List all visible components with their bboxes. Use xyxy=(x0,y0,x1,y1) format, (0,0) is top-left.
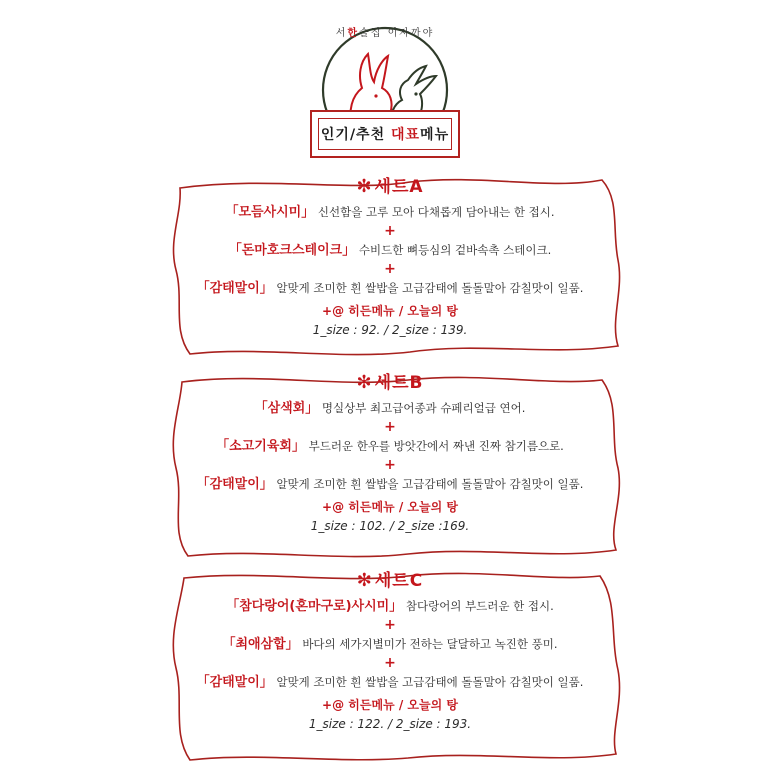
dish-name: 「삼색회」 xyxy=(254,400,319,416)
title-box xyxy=(310,110,460,158)
brand-pre: 서 xyxy=(335,28,348,39)
set-name: 세트C xyxy=(374,571,424,591)
dish-line xyxy=(226,598,554,615)
dish-name: 「감태말이」 xyxy=(196,674,273,690)
plus-sign: + xyxy=(384,456,396,473)
size-price-line: 1_size : 102. / 2_size :169. xyxy=(310,519,470,533)
set-name: 세트B xyxy=(374,373,424,393)
dish-name: 「최애삼합」 xyxy=(222,636,299,652)
hidden-menu-line: +@ 히든메뉴 / 오늘의 탕 xyxy=(322,500,458,514)
dish-name: 「감태말이」 xyxy=(196,280,273,296)
plus-sign: + xyxy=(384,616,396,633)
set-name: 세트A xyxy=(374,177,424,197)
dish-desc: 바다의 세가지별미가 전하는 달달하고 녹진한 풍미. xyxy=(302,636,558,651)
title-accent: 대표 xyxy=(390,127,421,143)
dish-line xyxy=(197,674,584,691)
dish-name: 「참다랑어(혼마구로)사시미」 xyxy=(226,598,403,614)
set-title xyxy=(150,370,630,396)
star-icon: ✻ xyxy=(356,570,373,591)
dish-desc: 수비드한 뼈등심의 겉바속촉 스테이크. xyxy=(358,242,552,257)
size-price-line: 1_size : 122. / 2_size : 193. xyxy=(308,717,472,731)
dish-name: 「감태말이」 xyxy=(196,476,273,492)
star-icon: ✻ xyxy=(356,176,373,197)
set-title xyxy=(150,174,630,200)
dish-desc: 알맞게 조미한 흰 쌀밥을 고급감태에 돌돌말아 감칠맛이 일품. xyxy=(276,280,584,295)
star-icon: ✻ xyxy=(356,372,373,393)
size-price-line: 1_size : 92. / 2_size : 139. xyxy=(312,323,468,337)
hidden-menu-line: +@ 히든메뉴 / 오늘의 탕 xyxy=(322,304,458,318)
dish-desc: 알맞게 조미한 흰 쌀밥을 고급감태에 돌돌말아 감칠맛이 일품. xyxy=(276,674,584,689)
dish-line xyxy=(222,636,557,653)
dish-name: 「돈마호크스테이크」 xyxy=(228,242,356,258)
dish-desc: 참다랑어의 부드러운 한 접시. xyxy=(405,598,554,613)
set-card-a xyxy=(150,170,630,360)
dish-name: 「모듬사시미」 xyxy=(225,204,315,220)
dish-line xyxy=(255,400,526,417)
dish-line xyxy=(197,280,584,297)
dish-desc: 부드러운 한우를 방앗간에서 짜낸 진짜 참기름으로. xyxy=(308,438,564,453)
plus-sign: + xyxy=(384,260,396,277)
hidden-menu-line: +@ 히든메뉴 / 오늘의 탕 xyxy=(322,698,458,712)
dish-line xyxy=(229,242,552,259)
brand-text xyxy=(290,24,480,39)
brand-mid: 한 xyxy=(347,28,360,39)
plus-sign: + xyxy=(384,418,396,435)
plus-sign: + xyxy=(384,222,396,239)
set-title xyxy=(150,568,630,594)
logo xyxy=(290,10,480,160)
dish-name: 「소고기육회」 xyxy=(216,438,305,454)
dish-line xyxy=(216,438,564,455)
dish-line xyxy=(225,204,554,221)
dish-desc: 알맞게 조미한 흰 쌀밥을 고급감태에 돌돌말아 감칠맛이 일품. xyxy=(276,476,584,491)
page-title xyxy=(321,124,449,144)
plus-sign: + xyxy=(384,654,396,671)
title-tail: 메뉴 xyxy=(420,127,450,143)
set-card-b xyxy=(150,368,630,563)
dish-desc: 신선함을 고루 모아 다채롭게 담아내는 한 접시. xyxy=(317,204,555,219)
set-card-c xyxy=(150,566,630,766)
dish-line xyxy=(197,476,584,493)
brand-post: 술집 이자까야 xyxy=(359,28,435,39)
title-main: 인기/추천 xyxy=(320,127,391,143)
dish-desc: 명실상부 최고급어종과 슈페리얼급 연어. xyxy=(321,400,526,415)
